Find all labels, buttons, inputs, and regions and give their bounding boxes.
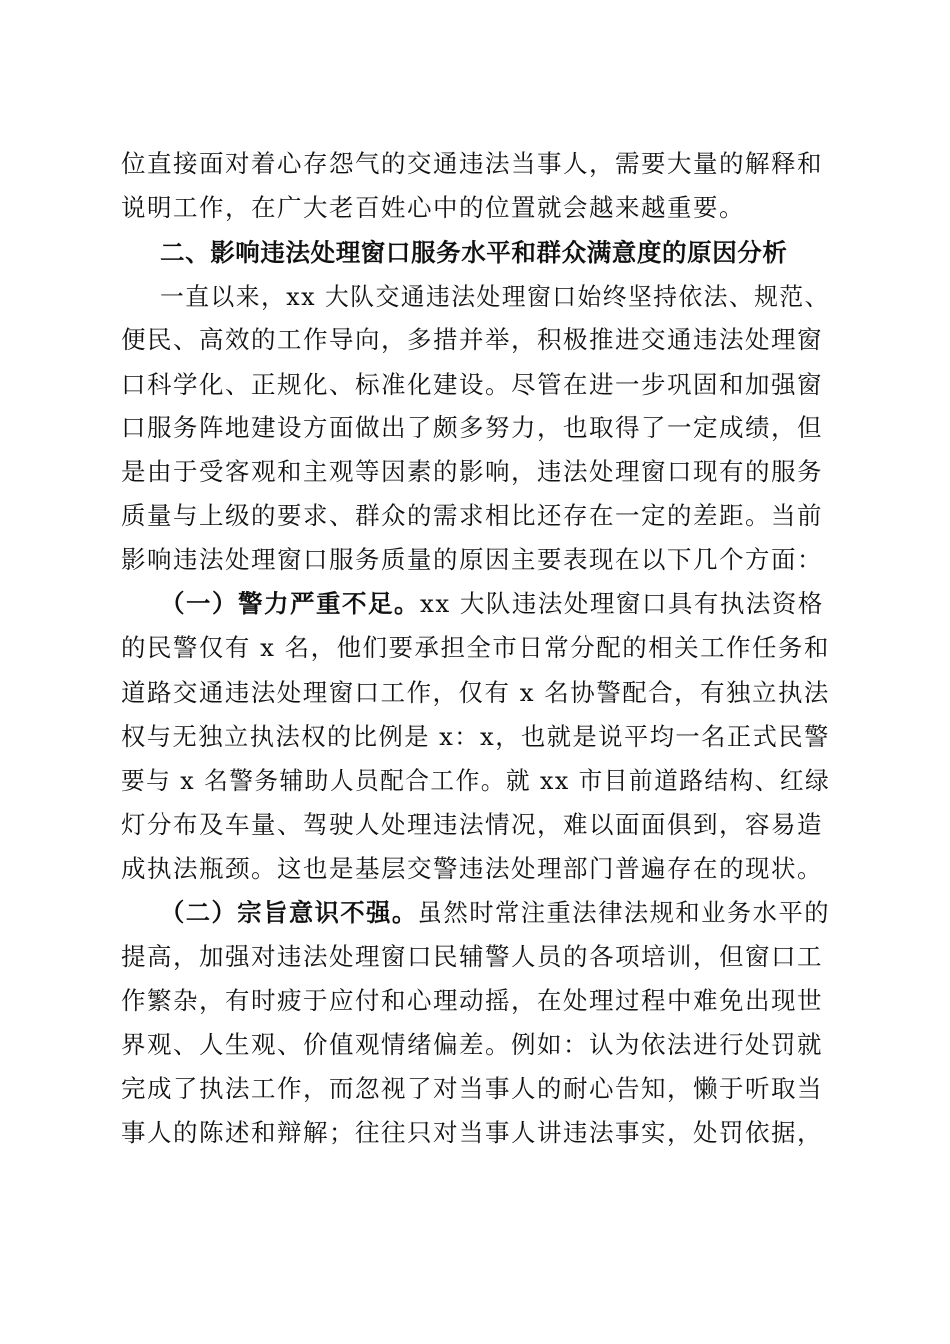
paragraph-line: 的民警仅有 x 名，他们要承担全市日常分配的相关工作任务和 — [121, 633, 830, 662]
paragraph-line: 权与无独立执法权的比例是 x：x，也就是说平均一名正式民警 — [121, 722, 830, 751]
paragraph-line: 提高，加强对违法处理窗口民辅警人员的各项培训，但窗口工 — [121, 942, 823, 971]
subsection-lead: （二）宗旨意识不强。 — [160, 898, 418, 927]
paragraph-line: 道路交通违法处理窗口工作，仅有 x 名协警配合，有独立执法 — [121, 678, 830, 707]
paragraph-line: 界观、人生观、价值观情绪偏差。例如：认为依法进行处罚就 — [121, 1030, 823, 1059]
paragraph-line: 一直以来，xx 大队交通违法处理窗口始终坚持依法、规范、 — [160, 282, 830, 311]
paragraph-line: 完成了执法工作，而忽视了对当事人的耐心告知，懒于听取当 — [121, 1074, 823, 1103]
paragraph-line: 要与 x 名警务辅助人员配合工作。就 xx 市目前道路结构、红绿 — [121, 766, 831, 795]
subsection-text: 虽然时常注重法律法规和业务水平的 — [417, 898, 830, 927]
subsection-lead: （一）警力严重不足。 — [160, 589, 420, 618]
subsection-first-line — [160, 893, 830, 933]
paragraph-line: 口科学化、正规化、标准化建设。尽管在进一步巩固和加强窗 — [121, 370, 823, 399]
subsection-text: xx 大队违法处理窗口具有执法资格 — [420, 589, 824, 618]
paragraph-line: 影响违法处理窗口服务质量的原因主要表现在以下几个方面： — [121, 545, 823, 574]
continuation-line: 说明工作，在广大老百姓心中的位置就会越来越重要。 — [121, 193, 745, 222]
subsection-first-line — [160, 584, 824, 624]
paragraph-line: 事人的陈述和辩解；往往只对当事人讲违法事实，处罚依据， — [121, 1118, 823, 1147]
section-heading: 二、影响违法处理窗口服务水平和群众满意度的原因分析 — [160, 238, 788, 267]
paragraph-line: 作繁杂，有时疲于应付和心理动摇，在处理过程中难免出现世 — [121, 986, 823, 1015]
paragraph-line: 成执法瓶颈。这也是基层交警违法处理部门普遍存在的现状。 — [121, 854, 823, 883]
paragraph-line: 灯分布及车量、驾驶人处理违法情况，难以面面俱到，容易造 — [121, 810, 823, 839]
paragraph-line: 是由于受客观和主观等因素的影响，违法处理窗口现有的服务 — [121, 457, 823, 486]
paragraph-line: 质量与上级的要求、群众的需求相比还存在一定的差距。当前 — [121, 501, 823, 530]
paragraph-line: 口服务阵地建设方面做出了颇多努力，也取得了一定成绩，但 — [121, 413, 823, 442]
continuation-line: 位直接面对着心存怨气的交通违法当事人，需要大量的解释和 — [121, 149, 823, 178]
paragraph-line: 便民、高效的工作导向，多措并举，积极推进交通违法处理窗 — [121, 325, 823, 354]
